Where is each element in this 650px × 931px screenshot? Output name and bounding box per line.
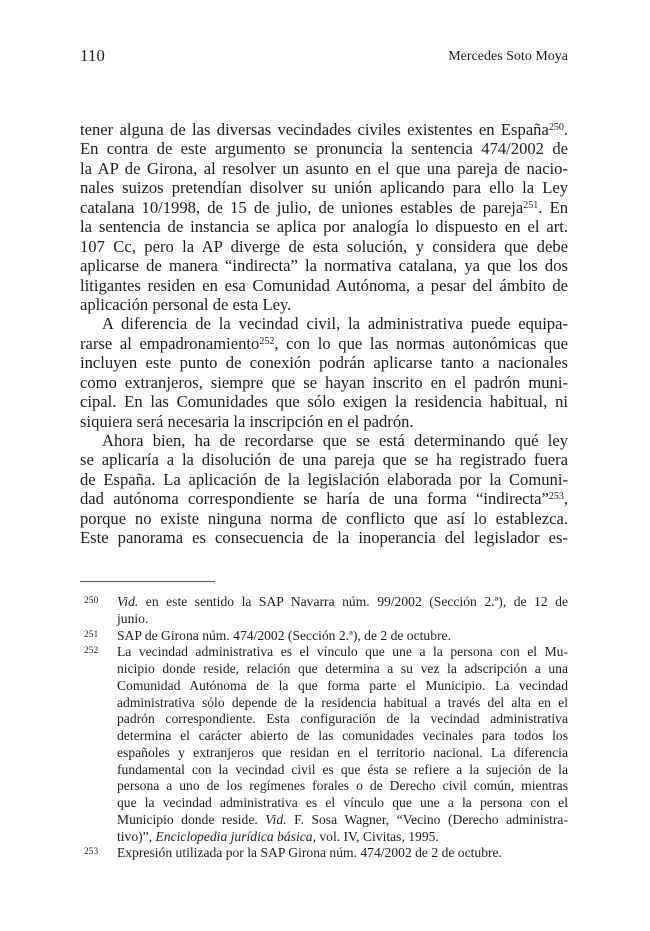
text: . xyxy=(563,120,568,139)
text-line: Ahora bien, ha de recordarse que se está determinando qué ley xyxy=(102,431,568,450)
text: tivo)”, xyxy=(117,828,156,844)
italic-text: Vid. xyxy=(117,594,139,609)
text-line: aplicación personal de esta Ley. xyxy=(80,294,292,314)
body-text xyxy=(80,120,568,548)
page-number: 110 xyxy=(80,46,105,65)
footnote-number: 253 xyxy=(84,847,99,858)
text: , xyxy=(563,489,568,509)
running-header-author: Mercedes Soto Moya xyxy=(448,49,568,64)
footnote-number: 251 xyxy=(84,629,99,640)
footnotes xyxy=(80,594,568,862)
text: , con lo que las normas autonómicas que xyxy=(274,333,568,353)
text-line xyxy=(80,120,568,139)
text: . En xyxy=(538,197,569,217)
paragraph-3 xyxy=(80,431,568,548)
text: F. Sosa Wagner, “Vecino (Derecho administra- xyxy=(286,811,568,827)
footnote-line: Comunidad Autónoma de la que forma parte el Municipio. La vecindad xyxy=(117,677,568,693)
text-line: incluyen este punto de conexión podrán aplicarse tanto a nacionales xyxy=(80,353,568,373)
footnote-line: nicipio donde reside, relación que determina a su vez la adscripción a una xyxy=(117,661,568,676)
footnote-line xyxy=(117,829,568,846)
footnote-250 xyxy=(80,594,568,628)
italic-text: Vid. xyxy=(265,811,287,827)
text-line: como extranjeros, siempre que se hayan inscrito en el padrón muni- xyxy=(80,372,568,392)
text-line: 107 Cc, pero la AP diverge de esta solución, y considera que debe xyxy=(80,236,568,256)
text: Municipio donde reside. xyxy=(117,811,266,827)
text-line xyxy=(80,489,568,508)
text-line: litigantes residen en esa Comunidad Autónoma, a pesar del ámbito de xyxy=(80,275,568,295)
footnote-line: SAP de Girona núm. 474/2002 (Sección 2.ª), de 2 de octubre. xyxy=(117,627,451,643)
text-line: la sentencia de instancia se aplica por analogía lo dispuesto en el art. xyxy=(80,217,568,237)
text-line: se aplicaría a la disolución de una pareja que se ha registrado fuera xyxy=(80,450,568,470)
text-line: de España. La aplicación de la legislación elaborada por la Comuni- xyxy=(80,469,568,489)
text-line xyxy=(80,334,568,353)
text: rarse al empadronamiento xyxy=(80,333,260,353)
text-line: nales suizos pretendían disolver su unión aplicando para ello la Ley xyxy=(80,178,568,198)
footnote-line: persona a uno de los regímenes forales o de Derecho civil común, mientras xyxy=(117,778,568,794)
text: en este sentido la SAP Navarra núm. 99/2002 (Sección 2.ª), de 12 de xyxy=(138,594,568,609)
italic-text: Enciclopedia jurídica básica, xyxy=(155,828,316,844)
footnote-line: La vecindad administrativa es el vínculo que une a la persona con el Mu- xyxy=(117,644,568,660)
text: vol. IV, Civitas, 1995. xyxy=(315,828,439,844)
text: tener alguna de las diversas vecindades civiles existentes en España xyxy=(80,120,549,139)
footnote-line: padrón correspondiente. Esta configuración de la vecindad administrativa xyxy=(117,711,568,727)
footnote-line: fundamental con la vecindad civil es que ésta se refiere a la sujeción de la xyxy=(117,761,568,777)
text-line: Este panorama es consecuencia de la inoperancia del legislador es- xyxy=(80,528,568,548)
footnote-line: determina el carácter abierto de las comunidades vecinales para todos los xyxy=(117,728,568,743)
text-line: la AP de Girona, al resolver un asunto en el que una pareja de nacio- xyxy=(80,158,568,178)
footnote-line: junio. xyxy=(117,610,149,626)
footnote-ref-250[interactable]: 250 xyxy=(548,122,564,133)
footnote-252 xyxy=(80,644,568,845)
footnote-251 xyxy=(80,628,568,645)
paragraph-1 xyxy=(80,120,568,314)
paragraph-2 xyxy=(80,314,568,431)
text: dad autónoma correspondiente se haría de una forma “indirecta” xyxy=(80,489,549,509)
footnote-line: españoles y extranjeros que residan en el territorio nacional. La diferencia xyxy=(117,744,568,760)
footnote-253 xyxy=(80,845,568,862)
footnote-number: 250 xyxy=(84,596,99,606)
text-line xyxy=(80,198,568,217)
text: catalana 10/1998, de 15 de julio, de uniones estables de pareja xyxy=(80,197,524,217)
text-line: porque no existe ninguna norma de conflicto que así lo establezca. xyxy=(80,508,568,528)
footnote-ref-251[interactable]: 251 xyxy=(523,199,539,211)
footnote-line: Expresión utilizada por la SAP Girona núm. 474/2002 de 2 de octubre. xyxy=(117,845,502,861)
text-line: aplicarse de manera “indirecta” la normativa catalana, ya que los dos xyxy=(80,256,568,276)
text-line: A diferencia de la vecindad civil, la administrativa puede equipa- xyxy=(102,314,568,334)
footnote-separator xyxy=(80,581,215,582)
text-line: En contra de este argumento se pronuncia la sentencia 474/2002 de xyxy=(80,139,568,159)
footnote-line xyxy=(117,594,568,611)
footnote-ref-253[interactable]: 253 xyxy=(548,491,564,503)
text-line: siquiera será necesaria la inscripción en el padrón. xyxy=(80,411,414,431)
footnote-line: que la vecindad administrativa es el vínculo que une a la persona con el xyxy=(117,795,568,810)
footnote-line: administrativa sólo depende de la residencia habitual a través del alta en el xyxy=(117,694,568,710)
footnote-line xyxy=(117,812,568,829)
footnote-number: 252 xyxy=(84,646,99,657)
footnote-ref-252[interactable]: 252 xyxy=(259,335,275,347)
text-line: cipal. En las Comunidades que sólo exigen la residencia habitual, ni xyxy=(80,392,568,412)
